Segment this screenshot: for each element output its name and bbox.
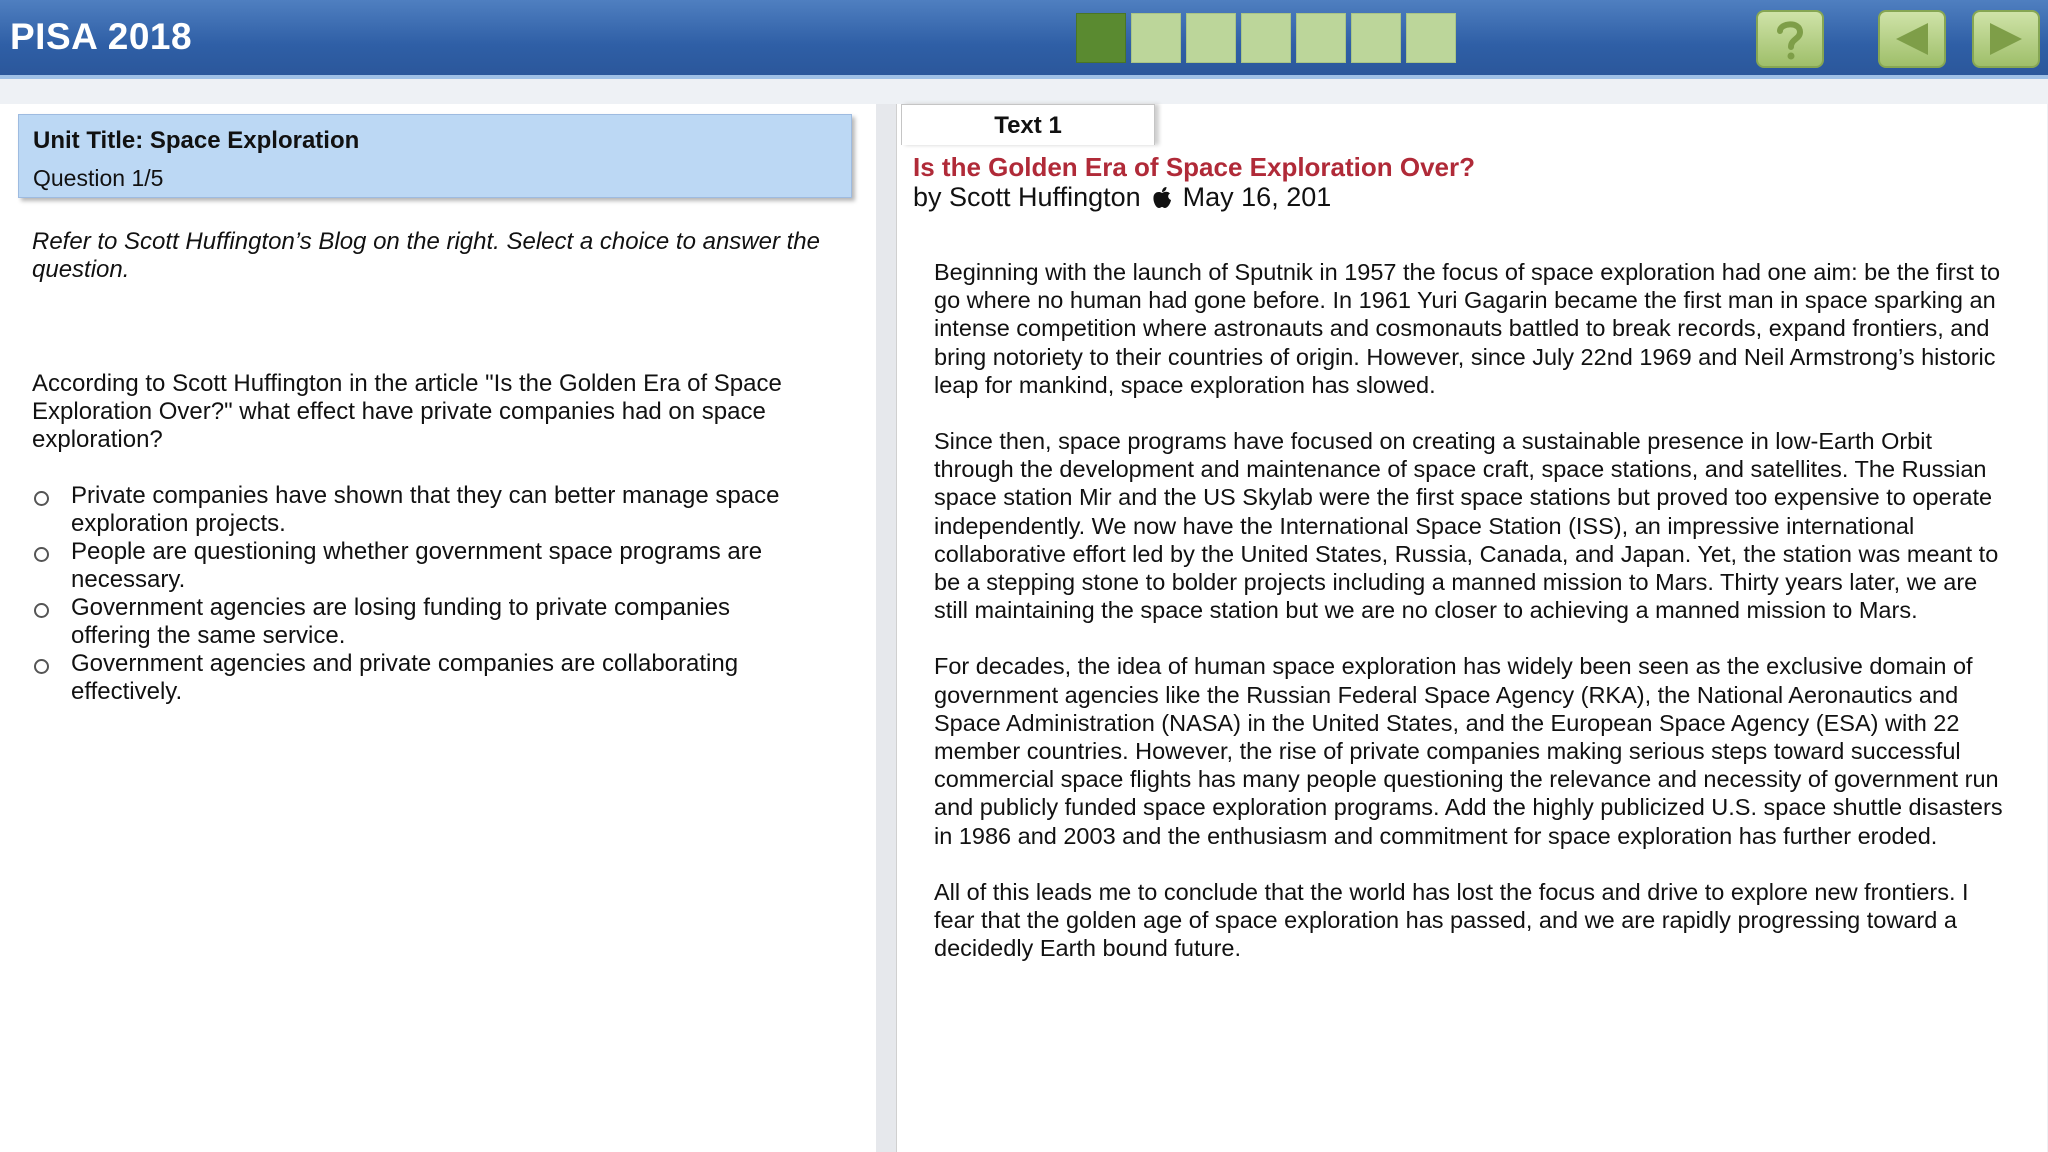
text-panel bbox=[896, 104, 2047, 1152]
article-paragraph-1: Beginning with the launch of Sputnik in 1957 the focus of space exploration had one aim: be the first to go where no human had gone before. In 1961 Yuri Gagarin became the first man in space sparking an intense competition where astronauts and cosmonauts battled to break records, expand frontiers, and bring notoriety to their countries of origin. However, since July 22nd 1969 and Neil Armstrong’s historic leap for mankind, space exploration has slowed. bbox=[934, 259, 2001, 398]
progress-indicator bbox=[1076, 13, 1456, 63]
instruction-text: Refer to Scott Huffington’s Blog on the right. Select a choice to answer the question. bbox=[32, 228, 821, 283]
article-author: by Scott Huffington bbox=[913, 182, 1141, 212]
answer-choice-3[interactable] bbox=[32, 594, 792, 650]
answer-choice-4[interactable] bbox=[32, 650, 792, 706]
question-text: According to Scott Huffington in the article "Is the Golden Era of Space Exploration Over?" what effect have private companies had on space exploration? bbox=[32, 370, 782, 453]
question-panel bbox=[0, 104, 876, 1152]
unit-title: Unit Title: Space Exploration bbox=[33, 127, 360, 154]
question-number: Question 1/5 bbox=[33, 165, 164, 191]
panel-divider[interactable] bbox=[876, 104, 896, 1152]
choice-label: Government agencies and private companies are collaborating effectively. bbox=[71, 650, 739, 705]
right-arrow-icon bbox=[1984, 19, 2028, 59]
choice-label: People are questioning whether government space programs are necessary. bbox=[71, 538, 763, 593]
unit-header bbox=[18, 114, 852, 198]
choice-label: Government agencies are losing funding to private companies offering the same service. bbox=[71, 594, 731, 649]
progress-segment-6 bbox=[1351, 13, 1401, 63]
left-arrow-icon bbox=[1890, 19, 1934, 59]
progress-segment-4 bbox=[1241, 13, 1291, 63]
question-mark-icon bbox=[1770, 17, 1810, 61]
progress-segment-7 bbox=[1406, 13, 1456, 63]
choice-label: Private companies have shown that they can better manage space exploration projects. bbox=[71, 482, 780, 537]
article-title: Is the Golden Era of Space Exploration Over? bbox=[913, 152, 1476, 182]
progress-segment-5 bbox=[1296, 13, 1346, 63]
back-button[interactable] bbox=[1878, 10, 1946, 68]
article-byline bbox=[913, 182, 1331, 213]
app-title: PISA 2018 bbox=[10, 16, 193, 57]
answer-choices bbox=[32, 482, 792, 706]
article-paragraph-2: Since then, space programs have focused on creating a sustainable presence in low-Earth Orbit through the development and maintenance of space craft, space stations, and satellites. The Russian space station Mir and the US Skylab were the first space stations but proved too expensive to operate independently. We now have the International Space Station (ISS), an impressive international collaborative effort led by the United States, Russia, Canada, and Japan. Yet, the station was meant to be a stepping stone to bolder projects including a manned mission to Mars. Thirty years later, we are still maintaining the space station but we are no closer to achieving a manned mission to Mars. bbox=[934, 428, 1999, 624]
next-button[interactable] bbox=[1972, 10, 2040, 68]
progress-segment-2 bbox=[1131, 13, 1181, 63]
article-paragraph-4: All of this leads me to conclude that the world has lost the focus and drive to explore new frontiers. I fear that the golden age of space exploration has passed, and we are rapidly progressing toward a decidedly Earth bound future. bbox=[934, 878, 1969, 962]
help-button[interactable] bbox=[1756, 10, 1824, 68]
article-date: May 16, 201 bbox=[1182, 182, 1332, 212]
article-paragraph-3: For decades, the idea of human space exploration has widely been seen as the exclusive domain of government agencies like the Russian Federal Space Agency (RKA), the National Aeronautics and Space Administration (NASA) in the United States, and the European Space Agency (ESA) with 22 member countries. However, the rise of private companies making serious steps toward successful commercial space flights has many people questioning the relevance and necessity of government run and publicly funded space exploration programs. Add the highly publicized U.S. space shuttle disasters in 1986 and 2003 and the enthusiasm and commitment for space exploration has further eroded. bbox=[934, 653, 2003, 849]
radio-button-icon[interactable] bbox=[34, 659, 49, 674]
tab-text-1[interactable]: Text 1 bbox=[901, 104, 1155, 145]
answer-choice-2[interactable] bbox=[32, 538, 792, 594]
top-bar bbox=[0, 0, 2048, 79]
answer-choice-1[interactable] bbox=[32, 482, 792, 538]
radio-button-icon[interactable] bbox=[34, 547, 49, 562]
progress-segment-3 bbox=[1186, 13, 1236, 63]
progress-segment-1 bbox=[1076, 13, 1126, 63]
radio-button-icon[interactable] bbox=[34, 603, 49, 618]
apple-icon bbox=[1151, 186, 1173, 210]
radio-button-icon[interactable] bbox=[34, 491, 49, 506]
article-body bbox=[934, 258, 2014, 990]
